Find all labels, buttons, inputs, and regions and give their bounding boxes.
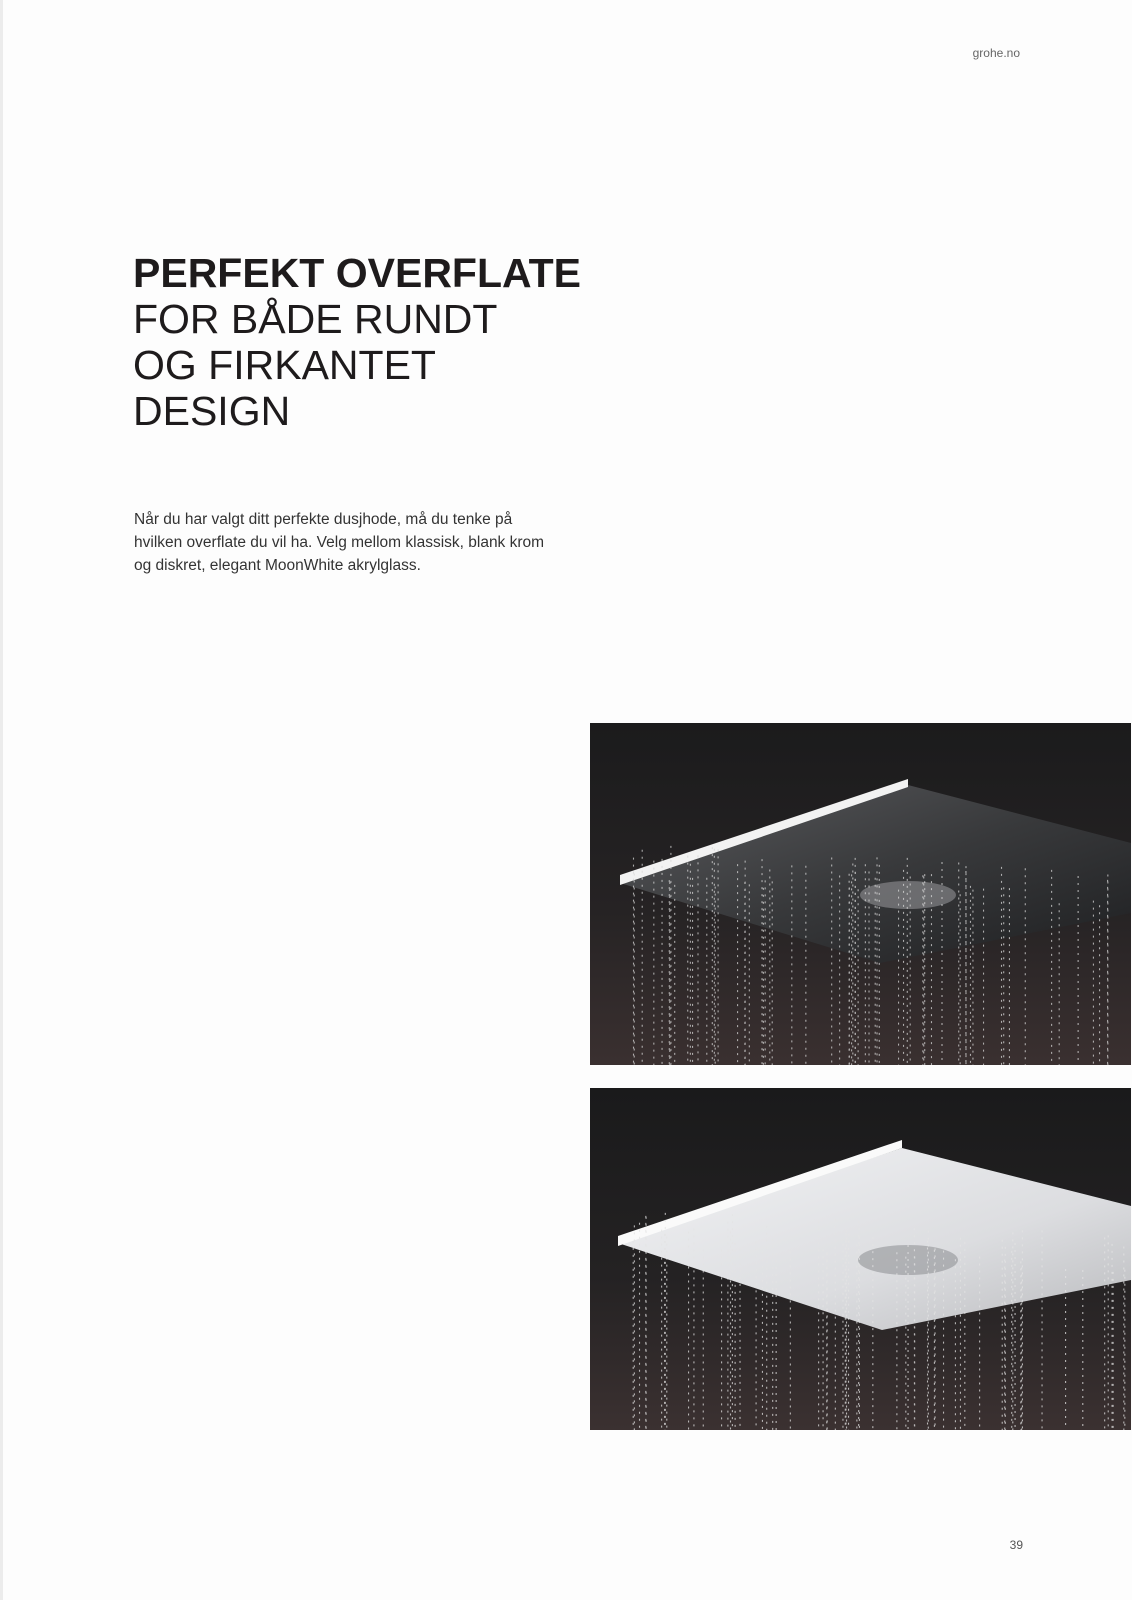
shower-photo-svg-2: [590, 1088, 1131, 1430]
page-number: 39: [1009, 1538, 1023, 1552]
heading-bold-line: PERFEKT OVERFLATE: [133, 250, 581, 296]
heading-line-2: OG FIRKANTET: [133, 342, 436, 388]
heading-line-3: DESIGN: [133, 388, 291, 434]
chrome-shower-head-photo: [590, 723, 1131, 1065]
shower-photo-svg-1: [590, 723, 1131, 1065]
moonwhite-shower-head-photo: [590, 1088, 1131, 1430]
page-edge: [0, 0, 3, 1600]
page-heading: [133, 250, 633, 434]
body-paragraph: Når du har valgt ditt perfekte dusjhode, må du tenke på hvilken overflate du vil ha. Velg mellom klassisk, blank krom og diskret, elegant MoonWhite akrylglass.: [134, 511, 545, 574]
site-url[interactable]: grohe.no: [972, 46, 1020, 60]
heading-line-1: FOR BÅDE RUNDT: [133, 296, 498, 342]
